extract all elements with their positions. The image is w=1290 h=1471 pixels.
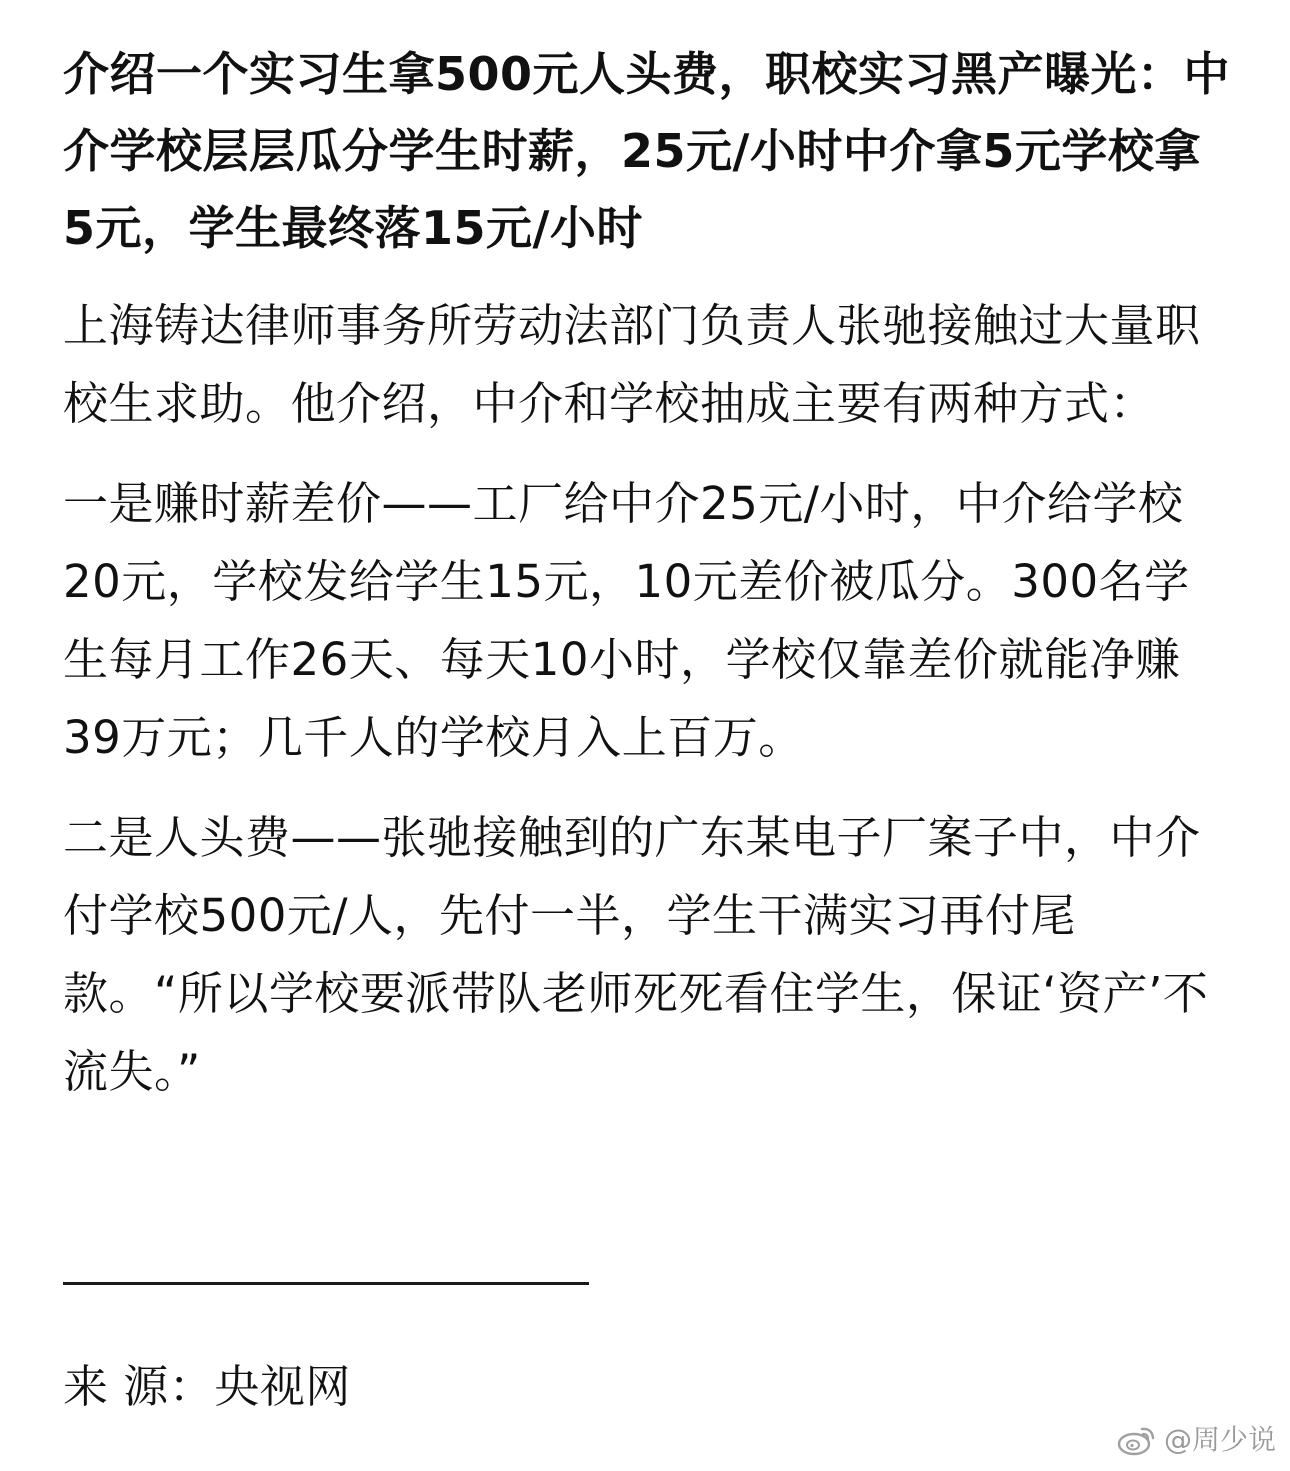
source-line	[63, 1352, 351, 1422]
paragraph-wage-difference: 一是赚时薪差价——工厂给中介25元/小时，中介给学校20元，学校发给学生15元，10元差价被瓜分。300名学生每月工作26天、每天10小时，学校仅靠差价就能净赚39万元；几千人的学校月入上百万。	[63, 477, 1190, 764]
paragraph-head-fee: 二是人头费——张驰接触到的广东某电子厂案子中，中介付学校500元/人，先付一半，学生干满实习再付尾款。“所以学校要派带队老师死死看住学生，保证‘资产’不流失。”	[63, 811, 1209, 1098]
weibo-watermark	[1116, 1423, 1276, 1457]
source-label: 来 源：	[63, 1360, 215, 1413]
article-headline: 介绍一个实习生拿500元人头费，职校实习黑产曝光：中介学校层层瓜分学生时薪，25元/小时中介拿5元学校拿5元，学生最终落15元/小时	[63, 47, 1231, 255]
watermark-handle: @周少说	[1163, 1423, 1276, 1456]
section-divider	[63, 1282, 589, 1285]
paragraph-intro: 上海铸达律师事务所劳动法部门负责人张驰接触过大量职校生求助。他介绍，中介和学校抽成主要有两种方式：	[63, 299, 1201, 430]
weibo-icon	[1116, 1423, 1158, 1457]
article-body	[63, 36, 1233, 1111]
source-value: 央视网	[214, 1360, 351, 1413]
